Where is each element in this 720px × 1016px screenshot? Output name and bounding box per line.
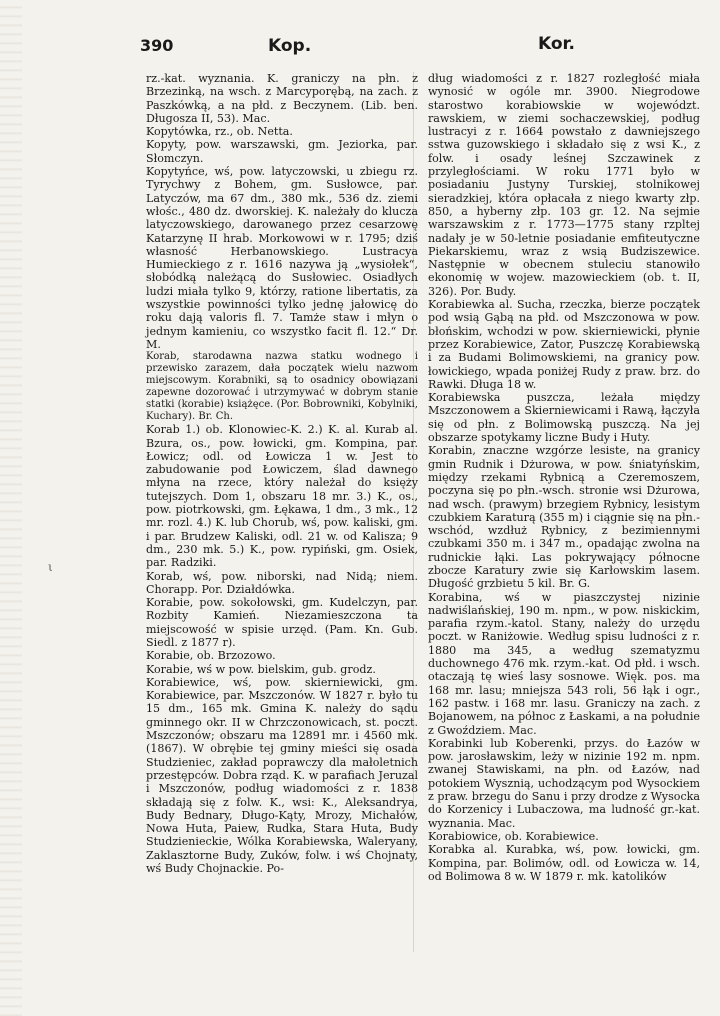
entry-text: Korabie, ob. Brzozowo.	[146, 649, 276, 663]
entry-text: Korabiewka al. Sucha, rzeczka, bierze początek pod wsią Gąbą na płd. od Mszczonowa w pow. błońskim, wchodzi w pow. skierniewicki, płynie przez Korabiewice, Zator, Puszczę Korabiewską i za Budami Bolimowskiemi, na granicy pow. łowickiego, wpada poniżej Rudy z praw. brz. do Rawki. Długa 18 w.	[428, 298, 700, 391]
margin-mark: ι	[48, 560, 53, 574]
entry-text: Korabina, wś w piaszczystej nizinie nadwiślańskiej, 190 m. npm., w pow. niskickim, parafia rzym.-katol. Stany, należy do urzędu poczt. w Raniżowie. Według spisu ludności z r. 1880 ma 345, a według szematyzmu duchownego 476 mk. rzym.-kat. Od płd. i wsch. otaczają tę wieś lasy sosnowe. Więk. pos. ma 168 mr. lasu; mniejsza 543 roli, 56 łąk i ogr., 162 pastw. i 168 mr. lasu. Graniczy na zach. z Bojanowem, na północ z Łaskami, a na południe z Gwoździem. Mac.	[428, 590, 700, 737]
header-left-title: Kop.	[268, 36, 312, 56]
entry-text: Korabiowice, ob. Korabiewice.	[428, 829, 599, 843]
entry-text: Kopyty, pow. warszawski, gm. Jeziorka, par. Słomczyn.	[146, 138, 418, 165]
entry-text: dług wiadomości z r. 1827 rozległość miała wynosić w ogóle mr. 3900. Niegrodowe starostwo korabiowskie w województ. rawskiem, w ziemi sochaczewskiej, podług lustracyi z r. 1664 powstało z dawniejszego sstwa guzowskiego i składało się z wsi K., z folw. i osady leśnej Szczawinek z przyległościami. W roku 1771 było w posiadaniu Justyny Turskiej, stolnikowej sieradzkiej, która opłacała z niego kwarty złp. 850, a hyberny złp. 103 gr. 12. Na sejmie warszawskim z r. 1773—1775 stany rzpltej nadały je w 50-letnie posiadanie emfiteutyczne Piekarskiemu, wraz z wsią Budziszewice. Następnie w obecnem stuleciu stanowiło ekonomię w wojew. mazowieckiem (ob. t. II, 326). Por. Budy.	[428, 72, 700, 298]
entry-text: Korab, starodawna nazwa statku wodnego i przewisko zarazem, dała początek wielu nazwom miejscowym. Korabniki, są to osadnicy obowiązani zapewne dozorować i utrzymywać w dobrym stanie statki (korabie) książęce. (Por. Bobrowniki, Kobylniki, Kuchary). Br. Ch.	[146, 351, 418, 423]
header-right-title: Kor.	[538, 34, 575, 54]
page-number: 390	[140, 36, 174, 55]
running-header	[0, 32, 720, 58]
entry-text: Kopytyńce, wś, pow. latyczowski, u zbiegu rz. Tyrychwy z Bohem, gm. Susłowce, par. Latyczów, ma 67 dm., 380 mk., 536 dz. ziemi włośc., 480 dz. dworskiej. K. należały do klucza latyczowskiego, darowanego przez cesarzowę Katarzynę II hrab. Morkowowi w r. 1795; dziś własność Herbanowskiego. Lustracya Humieckiego z r. 1616 nazywa ją „wysiołek“, słobódką należącą do Susłowiec. Osiadłych ludzi miała tylko 9, którzy, ratione libertatis, za wszystkie powinności tylko jednę jałowicę do roku dają valoris fl. 7. Tamże staw i młyn o jednym kamieniu, co wszystko facit fl. 12.“ Dr. M.	[146, 165, 418, 351]
entry-text: Korabiewice, wś, pow. skierniewicki, gm. Korabiewice, par. Mszczonów. W 1827 r. było tu 15 dm., 165 mk. Gmina K. należy do sądu gminnego okr. II w Chrzczonowicach, st. poczt. Mszczonów; obszaru ma 12891 mr. i 4560 mk. (1867). W obrębie tej gminy mieści się osada Studzieniec, zakład poprawczy dla małoletnich przestępców. Dobra rząd. K. w parafiach Jeruzal i Mszczonów, podług wiadomości z r. 1838 składają się z folw. K., wsi: K., Aleksandrya, Budy Bednary, Długo-Kąty, Mrozy, Michałów, Nowa Huta, Paiew, Rudka, Stara Huta, Budy Studzienieckie, Wólka Korabiewska, Waleryany, Zaklasztorne Budy, Zuków, folw. i wś Chojnaty, wś Budy Chojnackie. Po-	[146, 675, 418, 876]
left-column	[146, 72, 418, 875]
entry-text: Korabie, pow. sokołowski, gm. Kudelczyn, par. Rozbity Kamień. Niezamieszczona ta miejscowość w spisie urzęd. (Pam. Kn. Gub. Siedl. z 1877 r).	[146, 596, 418, 649]
entry-text: Korabinki lub Koberenki, przys. do Łazów w pow. jarosławskim, leży w nizinie 192 m. npm. zwanej Stawiskami, na płn. od Łazów, nad potokiem Wysznią, uchodzącym pod Wysockiem z praw. brzegu do Sanu i przy drodze z Wysocka do Korzenicy i Lubaczowa, ma ludność gr.-kat. wyznania. Mac.	[428, 736, 700, 830]
entry-text: rz.-kat. wyznania. K. graniczy na płn. z Brzezinką, na wsch. z Marcyporębą, na zach. z Paszkówką, a na płd. z Beczynem. (Lib. ben. Długosza II, 53). Mac.	[146, 72, 418, 125]
entry-text: Kopytówka, rz., ob. Netta.	[146, 125, 293, 139]
entry-text: Korabie, wś w pow. bielskim, gub. grodz.	[146, 662, 376, 676]
scan-margin	[0, 0, 22, 1016]
entry-text: Korab 1.) ob. Klonowiec-K. 2.) K. al. Kurab al. Bzura, os., pow. łowicki, gm. Kompina, par. Łowicz; odl. od Łowicza 1 w. Jest to zabudowanie pod Łowiczem, ślad dawnego młyna na rzece, który należał do księży tutejszych. Dom 1, obszaru 18 mr. 3.) K., os., pow. piotrkowski, gm. Łękawa, 1 dm., 3 mk., 12 mr. rozl. 4.) K. lub Chorub, wś, pow. kaliski, gm. i par. Brudzew Kaliski, odl. 21 w. od Kalisza; 9 dm., 230 mk. 5.) K., pow. rypiński, gm. Osiek, par. Radziki.	[146, 423, 418, 570]
entry-text: Korabin, znaczne wzgórze lesiste, na granicy gmin Rudnik i Dżurowa, w pow. śniatyńskim, między rzekami Rybnicą a Czeremoszem, poczyna się po płn.-wsch. stronie wsi Dżurowa, nad wsch. (prawym) brzegiem Rybnicy, lesistym czubkiem Karaturą (355 m) i ciągnie się na płn.-wschód, wzdłuż Rybnicy, z bezimiennymi czubkami 350 m. i 347 m., opadając zwolna na rudnickie łąki. Las pokrywający północne zbocze Karatury zwie się Karłowskim lasem. Długość grzbietu 5 kil. Br. G.	[428, 444, 700, 591]
entry-text: Korab, wś, pow. niborski, nad Nidą; niem. Chorapp. Por. Działdówka.	[146, 569, 418, 596]
entry-text: Korabiewska puszcza, leżała między Mszczonowem a Skierniewicami i Rawą, łączyła się od płn. z Bolimowską puszczą. Na jej obszarze spotykamy liczne Budy i Huty.	[428, 391, 700, 445]
right-column	[428, 72, 700, 883]
entry-text: Korabka al. Kurabka, wś, pow. łowicki, gm. Kompina, par. Bolimów, odl. od Łowicza w. 14, od Bolimowa 8 w. W 1879 r. mk. katolików	[428, 843, 700, 883]
